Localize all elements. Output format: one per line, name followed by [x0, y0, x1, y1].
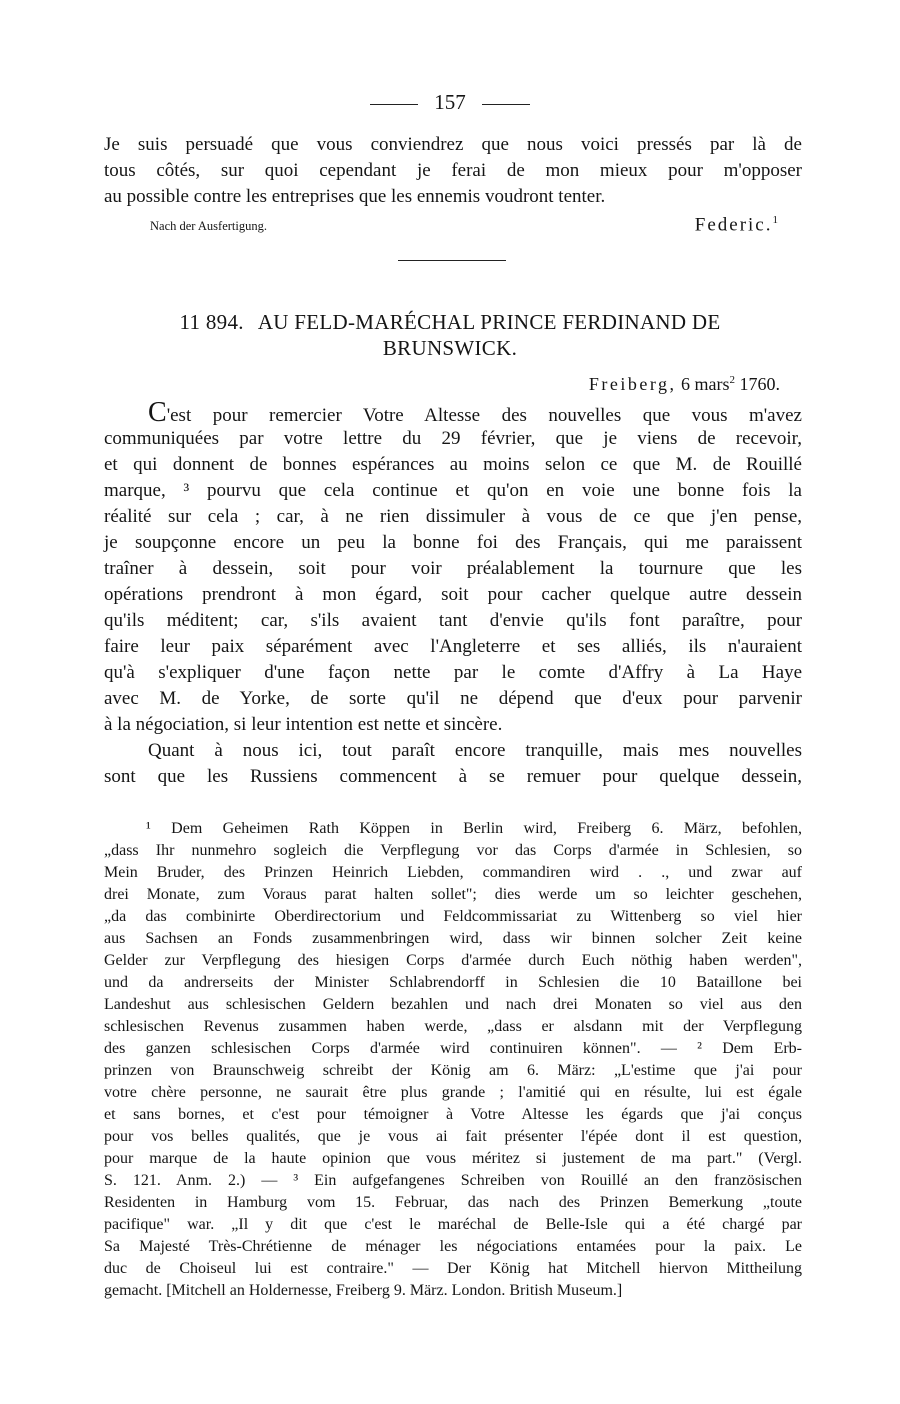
- previous-letter-line: au possible contre les entreprises que les ennemis voudront tenter.: [104, 186, 606, 207]
- footnote-line: Mein Bruder, des Prinzen Heinrich Liebden, commandiren wird . ., und zwar auf: [104, 864, 802, 881]
- letter-title-line1: AU FELD-MARÉCHAL PRINCE FERDINAND DE: [257, 310, 721, 334]
- previous-letter-line: Je suis persuadé que vous conviendrez que nous voici pressés par là de: [104, 134, 802, 155]
- footnote-line: des ganzen schlesischen Corps d'armée wird continuiren können". — ² Dem Erb-: [104, 1040, 802, 1057]
- signature-name: Federic.: [694, 214, 773, 236]
- header-rule-left: [370, 104, 418, 105]
- previous-letter-line: tous côtés, sur quoi cependant je ferai de mon mieux pour m'opposer: [104, 160, 802, 181]
- page-header: [0, 88, 900, 116]
- section-divider: [398, 260, 506, 261]
- footnote-line: drei Monate, zum Voraus parat halten sollet"; dies werde um so leichter geschehen,: [104, 886, 802, 903]
- letter-body-line: à la négociation, si leur intention est nette et sincère.: [104, 714, 503, 735]
- footnote-line: gemacht. [Mitchell an Holdernesse, Freiberg 9. März. London. British Museum.]: [104, 1282, 623, 1299]
- footnote-line: „da das combinirte Oberdirectorium und Feldcommissariat zu Wittenberg so viel hier: [104, 908, 802, 925]
- letter-body-line: opérations prendront à mon égard, soit pour cacher quelque autre dessein: [104, 584, 802, 605]
- footnote-line: ¹ Dem Geheimen Rath Köppen in Berlin wird, Freiberg 6. März, befohlen,: [146, 820, 802, 837]
- letter-body-line: réalité sur cela ; car, à ne rien dissimuler à vous de ce que j'en pense,: [104, 506, 802, 527]
- letter-body-line: qu'à s'expliquer d'une façon nette par le comte d'Affry à La Haye: [104, 662, 802, 683]
- letter-body-line: Quant à nous ici, tout paraît encore tranquille, mais mes nouvelles: [148, 740, 802, 761]
- footnote-line: S. 121. Anm. 2.) — ³ Ein aufgefangenes Schreiben von Rouillé an den französischen: [104, 1172, 802, 1189]
- footnote-line: „dass Ihr nunmehro sogleich die Verpflegung vor das Corps d'armée in Schlesien, so: [104, 842, 802, 859]
- dateline-date: 6 mars: [681, 374, 730, 394]
- footnote-line: et sans bornes, et c'est pour témoigner à Votre Altesse les égards que j'ai conçus: [104, 1106, 802, 1123]
- footnote-line: Residenten in Hamburg vom 15. Februar, das nach des Prinzen Bemerkung „toute: [104, 1194, 802, 1211]
- letter-body-line: je soupçonne encore un peu la bonne foi des Français, qui me paraissent: [104, 532, 802, 553]
- footnote-line: Landeshut aus schlesischen Geldern bezahlen und nach drei Monaten so viel aus den: [104, 996, 802, 1013]
- letter-title: [0, 309, 900, 361]
- letter-body-line: traîner à dessein, soit pour voir préalablement la tournure que les: [104, 558, 802, 579]
- footnote-line: aus Sachsen an Fonds zusammenbringen wird, dass wir binnen solcher Zeit keine: [104, 930, 802, 947]
- letter-body-line: marque, ³ pourvu que cela continue et qu'on en voie une bonne fois la: [104, 480, 802, 501]
- dateline: [589, 368, 780, 396]
- signature: [695, 214, 780, 236]
- footnote-line: schlesischen Revenus zusammen haben werde, „dass er alsdann mit der Verpflegung: [104, 1018, 802, 1035]
- footnote-mark: 1: [772, 214, 780, 226]
- letter-body-text: 'est pour remercier Votre Altesse des nouvelles que vous m'avez: [166, 405, 802, 426]
- header-rule-right: [482, 104, 530, 105]
- letter-number: 11 894.: [179, 310, 244, 334]
- dateline-year: 1760.: [739, 374, 780, 394]
- footnote-line: duc de Choiseul lui est contraire." — Der König hat Mitchell hiervon Mittheilung: [104, 1260, 802, 1277]
- letter-body-line: qu'ils méditent; car, s'ils avaient tant d'envie qu'ils font paraître, pour: [104, 610, 802, 631]
- footnote-line: pacifique" war. „Il y dit que c'est le maréchal de Belle-Isle qui a été chargé par: [104, 1216, 802, 1233]
- letter-body-line: avec M. de Yorke, de sorte qu'il ne dépend que d'eux pour parvenir: [104, 688, 802, 709]
- letter-body-line: [148, 397, 802, 429]
- letter-body-line: communiquées par votre lettre du 29 février, que je viens de recevoir,: [104, 428, 802, 449]
- footnote-line: prinzen von Braunschweig schreibt der König am 6. März: „L'estime que j'ai pour: [104, 1062, 802, 1079]
- footnote-line: Gelder zur Verpflegung des hiesigen Corps d'armée durch Euch nöthig haben werden",: [104, 952, 802, 969]
- letter-body-line: et qui donnent de bonnes espérances au moins selon ce que M. de Rouillé: [104, 454, 802, 475]
- footnote-line: und da andrerseits der Minister Schlabrendorff in Schlesien die 10 Bataillone bei: [104, 974, 802, 991]
- footnote-line: pour vos belles qualités, que je vous ai fait présenter l'épée dont il est question,: [104, 1128, 802, 1145]
- footnote-line: Sa Majesté Très-Chrétienne de ménager les négociations entamées pour la paix. Le: [104, 1238, 802, 1255]
- footnote-mark: 2: [729, 374, 735, 386]
- letter-title-line2: BRUNSWICK.: [382, 336, 518, 360]
- source-note: Nach der Ausfertigung.: [150, 219, 267, 233]
- letter-body-line: faire leur paix séparément avec l'Angleterre et ses alliés, ils n'auraient: [104, 636, 802, 657]
- footnote-line: votre chère personne, ne saurait être plus grande ; l'amitié qui en résulte, lui est égale: [104, 1084, 802, 1101]
- letter-body-line: sont que les Russiens commencent à se remuer pour quelque dessein,: [104, 766, 802, 787]
- drop-cap: C: [148, 397, 167, 428]
- dateline-place: Freiberg,: [588, 374, 677, 394]
- footnote-line: pour marque de la haute opinion que vous méritez si justement de ma part." (Vergl.: [104, 1150, 802, 1167]
- page-number: 157: [434, 90, 466, 114]
